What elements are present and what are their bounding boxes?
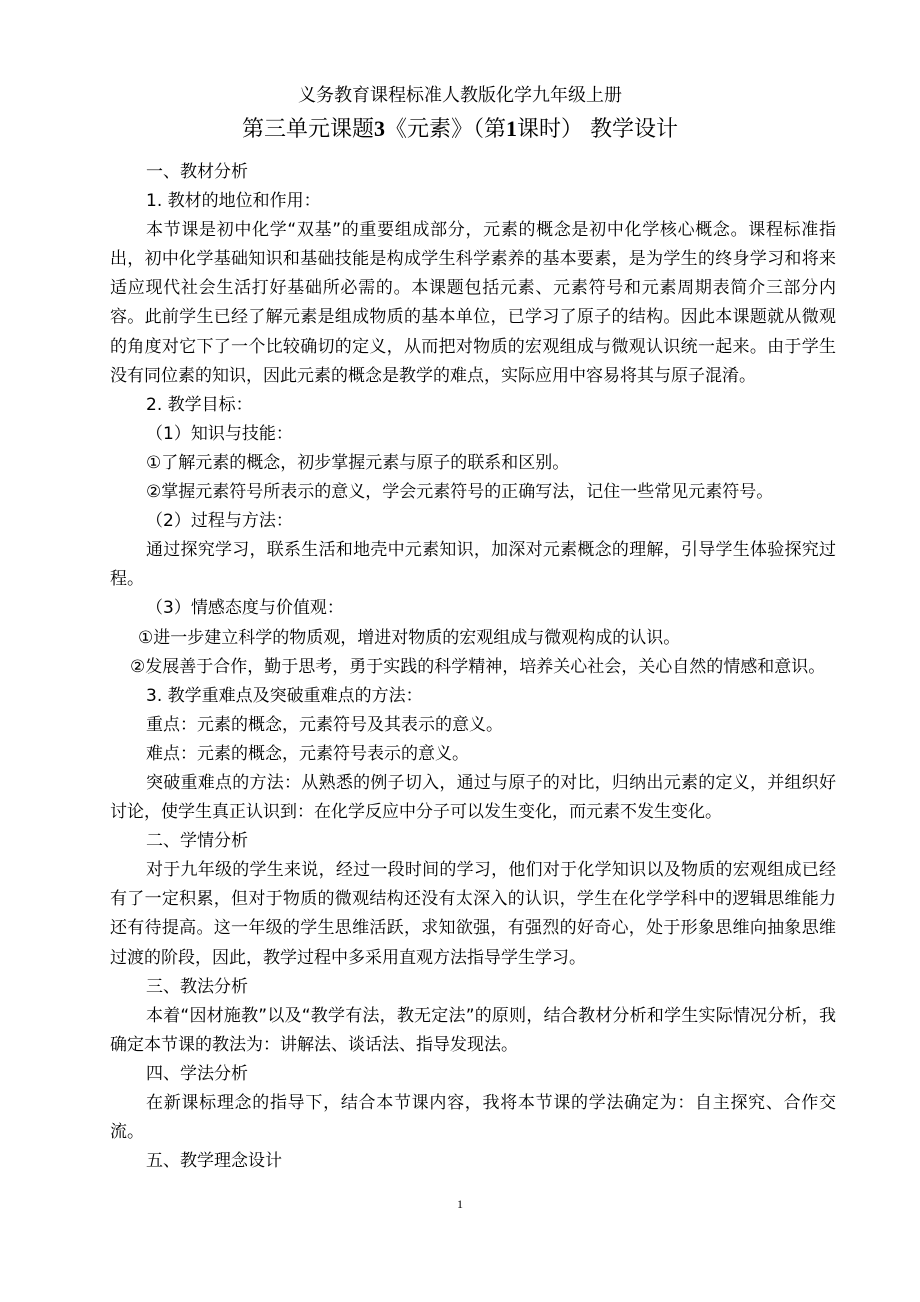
key-point: 重点：元素的概念，元素符号及其表示的意义。 [146, 714, 503, 735]
objective-2-paragraph: 通过探究学习，联系生活和地壳中元素知识，加深对元素概念的理解，引导学生体验探究过程。 [110, 540, 836, 590]
objective-1-item-2: ②掌握元素符号所表示的意义，学会元素符号的正确写法，记住一些常见元素符号。 [146, 482, 774, 503]
difficult-point: 难点：元素的概念，元素符号表示的意义。 [146, 743, 469, 764]
objective-3-item-1: ①进一步建立科学的物质观，增进对物质的宏观组成与微观构成的认识。 [138, 627, 681, 648]
document-supertitle: 义务教育课程标准人教版化学九年级上册 [298, 85, 622, 106]
section-4-paragraph: 在新课标理念的指导下，结合本节课内容，我将本节课的学法确定为：自主探究、合作交流。 [110, 1093, 836, 1143]
title-text-3: 课时） 教学设计 [517, 117, 679, 142]
subsection-1-1-paragraph: 本节课是初中化学“双基”的重要组成部分，元素的概念是初中化学核心概念。课程标准指出，初中化学基础知识和基础技能是构成学生科学素养的基本要素，是为学生的终身学习和将来适应现代社会生活打好基础所必需的。本课题包括元素、元素符号和元素周期表简介三部分内容。此前学生已经了解元素是组成物质的基本单位，已学习了原子的结构。因此本课题就从微观的角度对它下了一个比较确切的定义，从而把对物质的宏观组成与微观认识统一起来。由于学生没有同位素的知识，因此元素的概念是教学的难点，实际应用中容易将其与原子混淆。 [110, 220, 836, 386]
title-number-1: 3 [374, 116, 385, 141]
subsection-1-2-heading: 2. 教学目标： [146, 394, 253, 415]
objective-3-item-2: ②发展善于合作，勤于思考，勇于实践的科学精神，培养关心社会，关心自然的情感和意识。 [130, 656, 826, 677]
subsection-1-1-heading: 1. 教材的地位和作用： [146, 191, 321, 212]
title-text-2: 《元素》（第 [385, 117, 507, 142]
section-2-heading: 二、学情分析 [146, 831, 248, 852]
document-title [0, 114, 920, 145]
section-5-heading: 五、教学理念设计 [146, 1151, 282, 1172]
document-body [110, 158, 836, 1176]
section-1-heading: 一、教材分析 [146, 162, 248, 182]
title-number-2: 1 [506, 116, 518, 141]
section-4-heading: 四、学法分析 [146, 1063, 248, 1084]
objective-1-item-1: ①了解元素的概念，初步掌握元素与原子的联系和区别。 [146, 452, 570, 473]
title-text-1: 第三单元课题 [241, 117, 374, 142]
objective-3-heading: （3）情感态度与价值观： [146, 598, 344, 619]
section-3-paragraph: 本着“因材施教”以及“教学有法，教无定法”的原则，结合教材分析和学生实际情况分析，我确定本节课的教法为：讲解法、谈话法、指导发现法。 [110, 1005, 836, 1055]
section-3-heading: 三、教法分析 [146, 976, 248, 997]
section-2-paragraph: 对于九年级的学生来说，经过一段时间的学习，他们对于化学知识以及物质的宏观组成已经有了一定积累，但对于物质的微观结构还没有太深入的认识，学生在化学学科中的逻辑思维能力还有待提高。这一年级的学生思维活跃，求知欲强，有强烈的好奇心，处于形象思维向抽象思维过渡的阶段，因此，教学过程中多采用直观方法指导学生学习。 [110, 860, 836, 968]
breakthrough-method-paragraph: 突破重难点的方法：从熟悉的例子切入，通过与原子的对比，归纳出元素的定义，并组织好讨论，使学生真正认识到：在化学反应中分子可以发生变化，而元素不发生变化。 [110, 772, 836, 823]
objective-1-heading: （1）知识与技能： [146, 423, 293, 444]
subsection-1-3-heading: 3. 教学重难点及突破重难点的方法： [146, 685, 423, 706]
objective-2-heading: （2）过程与方法： [146, 511, 293, 532]
page-number: 1 [457, 1197, 463, 1211]
